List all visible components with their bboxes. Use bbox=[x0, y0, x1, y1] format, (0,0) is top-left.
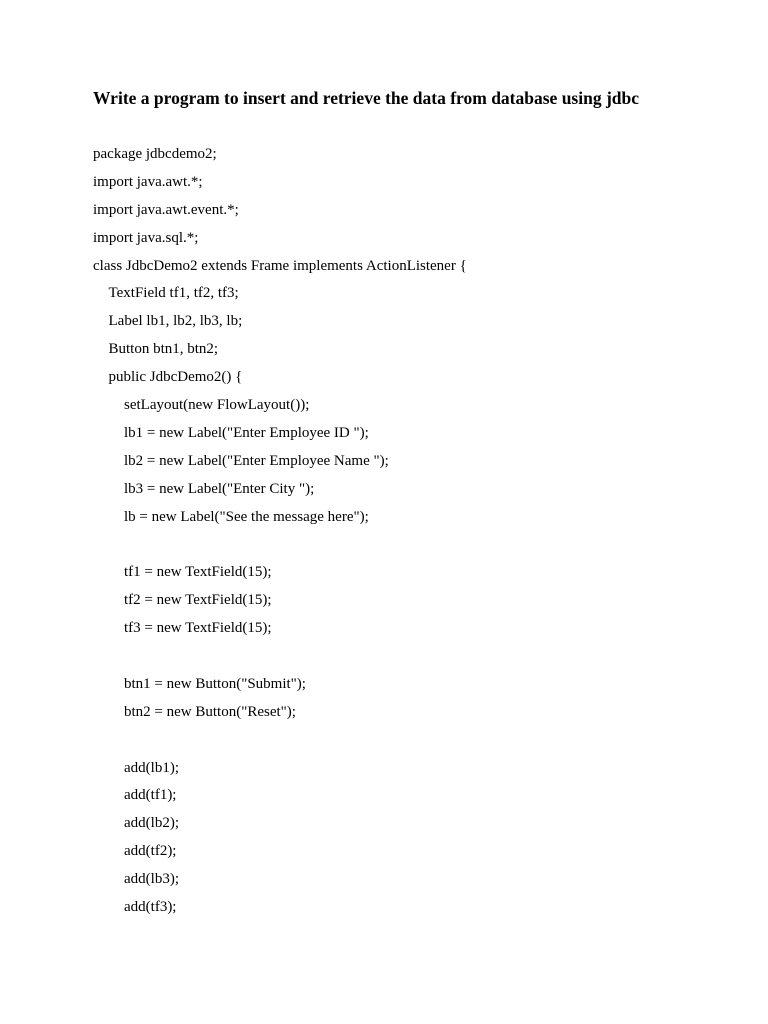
code-line: import java.awt.event.*; bbox=[93, 201, 239, 218]
code-line: tf2 = new TextField(15); bbox=[124, 592, 272, 609]
code-line: public JdbcDemo2() { bbox=[108, 369, 243, 386]
code-line: import java.sql.*; bbox=[93, 229, 199, 246]
code-line bbox=[93, 645, 467, 673]
code-line: tf1 = new TextField(15); bbox=[124, 564, 272, 581]
code-line: Label lb1, lb2, lb3, lb; bbox=[108, 313, 243, 330]
code-line: add(lb2); bbox=[124, 815, 179, 832]
code-line: add(lb1); bbox=[124, 759, 179, 776]
code-line: lb = new Label("See the message here"); bbox=[124, 508, 369, 525]
code-line: import java.awt.*; bbox=[93, 173, 203, 190]
code-line: add(tf3); bbox=[124, 899, 177, 916]
code-line: btn1 = new Button("Submit"); bbox=[124, 675, 306, 692]
code-line bbox=[93, 729, 467, 757]
code-line: add(tf1); bbox=[124, 787, 177, 804]
document-title: Write a program to insert and retrieve the data from database using jdbc bbox=[93, 88, 640, 108]
code-line: lb1 = new Label("Enter Employee ID "); bbox=[124, 424, 369, 441]
code-line: add(tf2); bbox=[124, 843, 177, 860]
code-listing bbox=[93, 143, 467, 924]
code-line: class JdbcDemo2 extends Frame implements ActionListener { bbox=[93, 257, 467, 274]
code-line: btn2 = new Button("Reset"); bbox=[124, 703, 296, 720]
code-line: lb3 = new Label("Enter City "); bbox=[124, 480, 315, 497]
code-line: tf3 = new TextField(15); bbox=[124, 620, 272, 637]
code-line: TextField tf1, tf2, tf3; bbox=[108, 285, 239, 302]
code-line: add(lb3); bbox=[124, 871, 179, 888]
code-line: Button btn1, btn2; bbox=[108, 341, 219, 358]
code-line: package jdbcdemo2; bbox=[93, 146, 217, 162]
code-line bbox=[93, 533, 467, 561]
code-line: lb2 = new Label("Enter Employee Name "); bbox=[124, 452, 389, 469]
code-line: setLayout(new FlowLayout()); bbox=[124, 397, 310, 414]
